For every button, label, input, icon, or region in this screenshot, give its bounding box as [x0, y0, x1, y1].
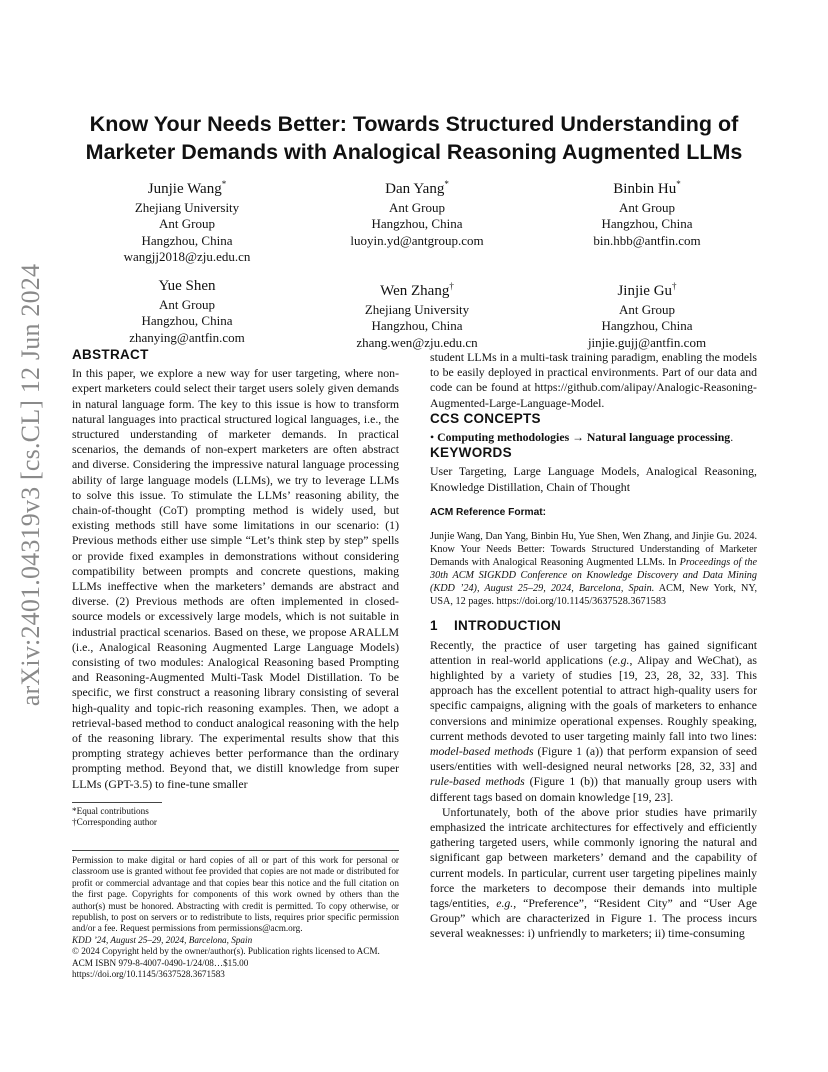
- author-card: [302, 277, 532, 351]
- emphasis-text: e.g.: [496, 896, 514, 911]
- body-text: (Figure 1 (a)) that perform expansion of seed users/entities with well-designed neural networks [28, 32, 33] and: [430, 744, 757, 774]
- author-card: [72, 175, 302, 265]
- author-email[interactable]: zhang.wen@zju.edu.cn: [356, 334, 478, 350]
- author-name: Wen Zhang†: [380, 281, 454, 300]
- author-affiliation: Ant Group: [389, 200, 445, 215]
- doi-link[interactable]: https://doi.org/10.1145/3637528.3671583: [72, 968, 225, 979]
- body-text: Recently, the practice of user targeting has gained significant attention in real-world applications (: [430, 637, 757, 667]
- author-row: [72, 277, 762, 351]
- author-affiliation: Ant Group: [619, 302, 675, 318]
- author-affiliation: Zhejiang University: [134, 200, 240, 215]
- reference-format-text: [430, 530, 757, 608]
- arxiv-id: arXiv:2401.04319v3 [cs.CL] 12 Jun 2024: [16, 263, 45, 707]
- author-email[interactable]: zhanying@antfin.com: [129, 329, 245, 345]
- author-mark: †: [672, 281, 677, 292]
- author-row: [72, 175, 762, 265]
- intro-paragraph-2: [430, 805, 757, 942]
- author-affiliation: Ant Group: [619, 200, 675, 215]
- copyright-line: © 2024 Copyright held by the owner/author(s). Publication rights licensed to ACM.: [72, 946, 380, 957]
- author-affiliation: Hangzhou, China: [141, 313, 233, 329]
- reference-tail: ACM, New York, NY, USA, 12 pages. https://doi.org/10.1145/3637528.3671583: [430, 583, 757, 608]
- body-text: , “Preference”, “Resident City” and “User Age Group” which are characterized in Figure 1. The process incurs several weaknesses: i) unfriendly to marketers; ii) time-consuming: [430, 896, 757, 941]
- venue-line: KDD ’24, August 25–29, 2024, Barcelona, Spain: [72, 934, 253, 945]
- reference-proceedings: Proceedings of the 30th ACM SIGKDD Conference on Knowledge Discovery and Data Mining (KDD ’24), August 25–29, 2024, Barcelona, Spain.: [430, 557, 757, 595]
- author-mark: *: [221, 179, 227, 189]
- abstract-continuation: student LLMs in a multi-task training paradigm, enabling the models to be easily deployed in practical environments. Part of our data and code can be found at https://github.com/alipay/Analogic-Reasoning-Augmented-Large-Language-Model.: [430, 350, 757, 410]
- author-block: [72, 175, 762, 363]
- author-affiliation: Hangzhou, China: [601, 216, 693, 232]
- body-text: , Alipay and WeChat), as highlighted by a variety of studies [19, 23, 28, 32, 33]. This approach has the excellent potential to attract high-quality users for specific campaigns, aligning with the goals of marketers to enhance conversions and minimize operational expenses. Roughly speaking, current methods devoted to user targeting mainly fall into two lines:: [430, 652, 758, 743]
- emphasis-text: model-based methods: [430, 744, 534, 759]
- author-name: Dan Yang*: [385, 179, 449, 197]
- author-email[interactable]: luoyin.yd@antgroup.com: [350, 232, 484, 248]
- ccs-concept: Computing methodologies → Natural language processing: [437, 430, 731, 445]
- reference-authors: Junjie Wang, Dan Yang, Binbin Hu, Yue Shen, Wen Zhang, and Jinjie Gu. 2024. Know Your Needs Better: Towards Structured Understanding of Marketer Demands with Analogical Reasoning Augmented LLMs. In: [430, 531, 757, 569]
- introduction-heading: [430, 618, 757, 633]
- keywords-heading: KEYWORDS: [430, 445, 512, 461]
- author-name: Yue Shen: [158, 278, 216, 295]
- emphasis-text: e.g.: [612, 652, 630, 667]
- arxiv-stamp: [6, 263, 56, 707]
- abstract-text: In this paper, we explore a new way for user targeting, where non-expert marketers could select their target users solely given demands in natural language form. The key to this issue is how to transform natural languages into practical structured logical languages, i.e., the structured understanding of marketer demands. In practical scenarios, the demands of non-expert marketers are often abstract and diverse. Considering the impressive natural language processing ability of large language models (LLMs), we try to leverage LLMs to solve this issue. To stimulate the LLMs’ reasoning ability, the chain-of-thought (CoT) prompting method is widely used, but existing methods still have some limitations in our scenario: (1) Previous methods either use simple “Let’s think step by step” spells or provide fixed examples in demonstrations without considering compatibility between prompts and concrete questions, making LLMs ineffective when the marketers’ demands are abstract and diverse. (2) Previous methods are often implemented in closed-source models or excessively large models, which is not suitable in industrial practical scenarios. Based on these, we propose ARALLM (i.e., Analogical Reasoning Augmented Large Language Models) consisting of two modules: Analogical Reasoning based Prompting and Reasoning-Augmented Multi-Task Model Distillation. To be specific, we first construct a reasoning library consisting of several high-quality and topic-rich reasoning examples. Then, we adopt a retrieval-based method to conduct analogical reasoning with the help of the reasoning library. The experimental results show that this prompting strategy achieves better performance than the ordinary prompting method. Beyond that, we distill knowledge from super LLMs (GPT-3.5) to fine-tune smaller: [72, 366, 399, 791]
- author-affiliation: Hangzhou, China: [371, 216, 463, 232]
- permission-notice: Permission to make digital or hard copies of all or part of this work for personal or classroom use is granted without fee provided that copies are not made or distributed for profit or commercial advantage and that copies bear this notice and the full citation on the first page. Copyrights for components of this work owned by others than the author(s) must be honored. Abstracting with credit is permitted. To copy otherwise, or republish, to post on servers or to redistribute to lists, requires prior specific permission and/or a fee. Request permissions from permissions@acm.org.: [72, 854, 399, 934]
- author-mark: †: [449, 281, 454, 292]
- footnote-corresponding-author: †Corresponding author: [72, 816, 157, 827]
- author-affiliation: Hangzhou, China: [371, 318, 463, 334]
- footnote-equal-contribution: *Equal contributions: [72, 805, 149, 816]
- section-number: 1: [430, 618, 438, 634]
- left-column: [72, 347, 399, 980]
- author-email[interactable]: jinjie.gujj@antfin.com: [587, 334, 707, 350]
- author-mark: *: [676, 179, 681, 189]
- ccs-concepts: [430, 430, 757, 445]
- permission-block: [72, 850, 399, 980]
- author-email[interactable]: bin.hbb@antfin.com: [593, 232, 701, 248]
- author-affiliation: Hangzhou, China: [141, 232, 233, 248]
- emphasis-text: rule-based methods: [430, 774, 525, 789]
- section-title: INTRODUCTION: [454, 618, 562, 634]
- author-name: Binbin Hu*: [613, 179, 681, 197]
- author-card: [302, 175, 532, 265]
- author-name: Jinjie Gu†: [617, 281, 677, 300]
- ccs-bullet: •: [430, 430, 435, 445]
- paper-title: Know Your Needs Better: Towards Structured Understanding of Marketer Demands with Analogical Reasoning Augmented LLMs: [85, 112, 743, 164]
- author-mark: *: [444, 179, 449, 189]
- author-card: [72, 277, 302, 351]
- body-text: Unfortunately, both of the above prior studies have primarily emphasized the intricate architectures for effectively and efficiently gathering targeted users, while commonly ignoring the natural and significant gap between marketers’ demand and the capability of current models. In particular, current user targeting pipelines mainly force the marketers to decompose their demands into multiple tags/entities,: [430, 804, 757, 911]
- reference-format-heading: ACM Reference Format:: [430, 506, 547, 518]
- author-card: [532, 175, 762, 265]
- isbn-line: ACM ISBN 979-8-4007-0490-1/24/08…$15.00: [72, 957, 249, 968]
- author-name: Junjie Wang*: [147, 179, 227, 197]
- right-column: [430, 350, 757, 942]
- ccs-heading: CCS CONCEPTS: [430, 410, 541, 426]
- body-text: (Figure 1 (b)) that manually group users with different tags based on domain knowledge [19, 23].: [430, 774, 757, 804]
- abstract-heading: ABSTRACT: [72, 347, 149, 362]
- author-affiliation: Zhejiang University: [364, 302, 470, 318]
- author-email[interactable]: wangjj2018@zju.edu.cn: [123, 248, 251, 264]
- intro-paragraph-1: [430, 638, 757, 805]
- author-affiliation: Ant Group: [159, 297, 215, 313]
- author-affiliation: Hangzhou, China: [601, 318, 693, 334]
- ccs-period: .: [730, 430, 734, 445]
- author-affiliation: Ant Group: [159, 216, 215, 232]
- footnotes: [72, 802, 162, 828]
- keywords-text: User Targeting, Large Language Models, Analogical Reasoning, Knowledge Distillation, Chain of Thought: [430, 464, 757, 494]
- author-card: [532, 277, 762, 351]
